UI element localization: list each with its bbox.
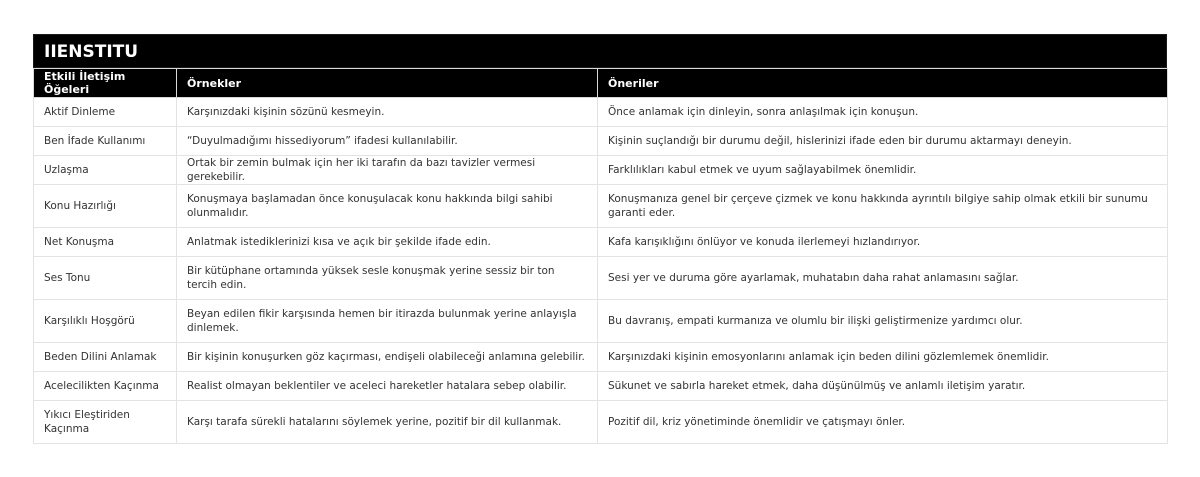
element-cell: Ses Tonu: [34, 257, 177, 300]
element-cell: Konu Hazırlığı: [34, 185, 177, 228]
suggestion-cell: Pozitif dil, kriz yönetiminde önemlidir ve çatışmayı önler.: [598, 401, 1168, 444]
table-row: [34, 343, 1168, 372]
content-table-container: [33, 34, 1167, 444]
column-header-examples: Örnekler: [177, 69, 598, 98]
table-row: [34, 300, 1168, 343]
element-cell: Uzlaşma: [34, 156, 177, 185]
example-cell: Anlatmak istediklerinizi kısa ve açık bir şekilde ifade edin.: [177, 228, 598, 257]
example-cell: Bir kişinin konuşurken göz kaçırması, endişeli olabileceği anlamına gelebilir.: [177, 343, 598, 372]
example-cell: Bir kütüphane ortamında yüksek sesle konuşmak yerine sessiz bir ton tercih edin.: [177, 257, 598, 300]
suggestion-cell: Sesi yer ve duruma göre ayarlamak, muhatabın daha rahat anlamasını sağlar.: [598, 257, 1168, 300]
suggestion-cell: Farklılıkları kabul etmek ve uyum sağlayabilmek önemlidir.: [598, 156, 1168, 185]
element-cell: Yıkıcı Eleştiriden Kaçınma: [34, 401, 177, 444]
brand-title: IIENSTITU: [33, 34, 1167, 68]
example-cell: Karşınızdaki kişinin sözünü kesmeyin.: [177, 98, 598, 127]
element-cell: Aktif Dinleme: [34, 98, 177, 127]
table-row: [34, 127, 1168, 156]
column-header-elements: Etkili İletişim Öğeleri: [34, 69, 177, 98]
example-cell: Realist olmayan beklentiler ve aceleci hareketler hatalara sebep olabilir.: [177, 372, 598, 401]
communication-table: [33, 68, 1168, 444]
suggestion-cell: Kişinin suçlandığı bir durumu değil, hislerinizi ifade eden bir durumu aktarmayı deneyin.: [598, 127, 1168, 156]
table-row: [34, 98, 1168, 127]
example-cell: Konuşmaya başlamadan önce konuşulacak konu hakkında bilgi sahibi olunmalıdır.: [177, 185, 598, 228]
table-row: [34, 156, 1168, 185]
column-header-suggestions: Öneriler: [598, 69, 1168, 98]
table-row: [34, 401, 1168, 444]
example-cell: Ortak bir zemin bulmak için her iki tarafın da bazı tavizler vermesi gerekebilir.: [177, 156, 598, 185]
element-cell: Acelecilikten Kaçınma: [34, 372, 177, 401]
example-cell: Karşı tarafa sürekli hatalarını söylemek yerine, pozitif bir dil kullanmak.: [177, 401, 598, 444]
suggestion-cell: Kafa karışıklığını önlüyor ve konuda ilerlemeyi hızlandırıyor.: [598, 228, 1168, 257]
table-row: [34, 372, 1168, 401]
suggestion-cell: Bu davranış, empati kurmanıza ve olumlu bir ilişki geliştirmenize yardımcı olur.: [598, 300, 1168, 343]
table-row: [34, 228, 1168, 257]
element-cell: Beden Dilini Anlamak: [34, 343, 177, 372]
example-cell: Beyan edilen fikir karşısında hemen bir itirazda bulunmak yerine anlayışla dinlemek.: [177, 300, 598, 343]
suggestion-cell: Karşınızdaki kişinin emosyonlarını anlamak için beden dilini gözlemlemek önemlidir.: [598, 343, 1168, 372]
table-row: [34, 257, 1168, 300]
element-cell: Ben İfade Kullanımı: [34, 127, 177, 156]
suggestion-cell: Önce anlamak için dinleyin, sonra anlaşılmak için konuşun.: [598, 98, 1168, 127]
example-cell: “Duyulmadığımı hissediyorum” ifadesi kullanılabilir.: [177, 127, 598, 156]
suggestion-cell: Konuşmanıza genel bir çerçeve çizmek ve konu hakkında ayrıntılı bilgiye sahip olmak etkili bir sunumu garanti eder.: [598, 185, 1168, 228]
element-cell: Karşılıklı Hoşgörü: [34, 300, 177, 343]
table-row: [34, 185, 1168, 228]
suggestion-cell: Sükunet ve sabırla hareket etmek, daha düşünülmüş ve anlamlı iletişim yaratır.: [598, 372, 1168, 401]
element-cell: Net Konuşma: [34, 228, 177, 257]
table-header-row: [34, 69, 1168, 98]
